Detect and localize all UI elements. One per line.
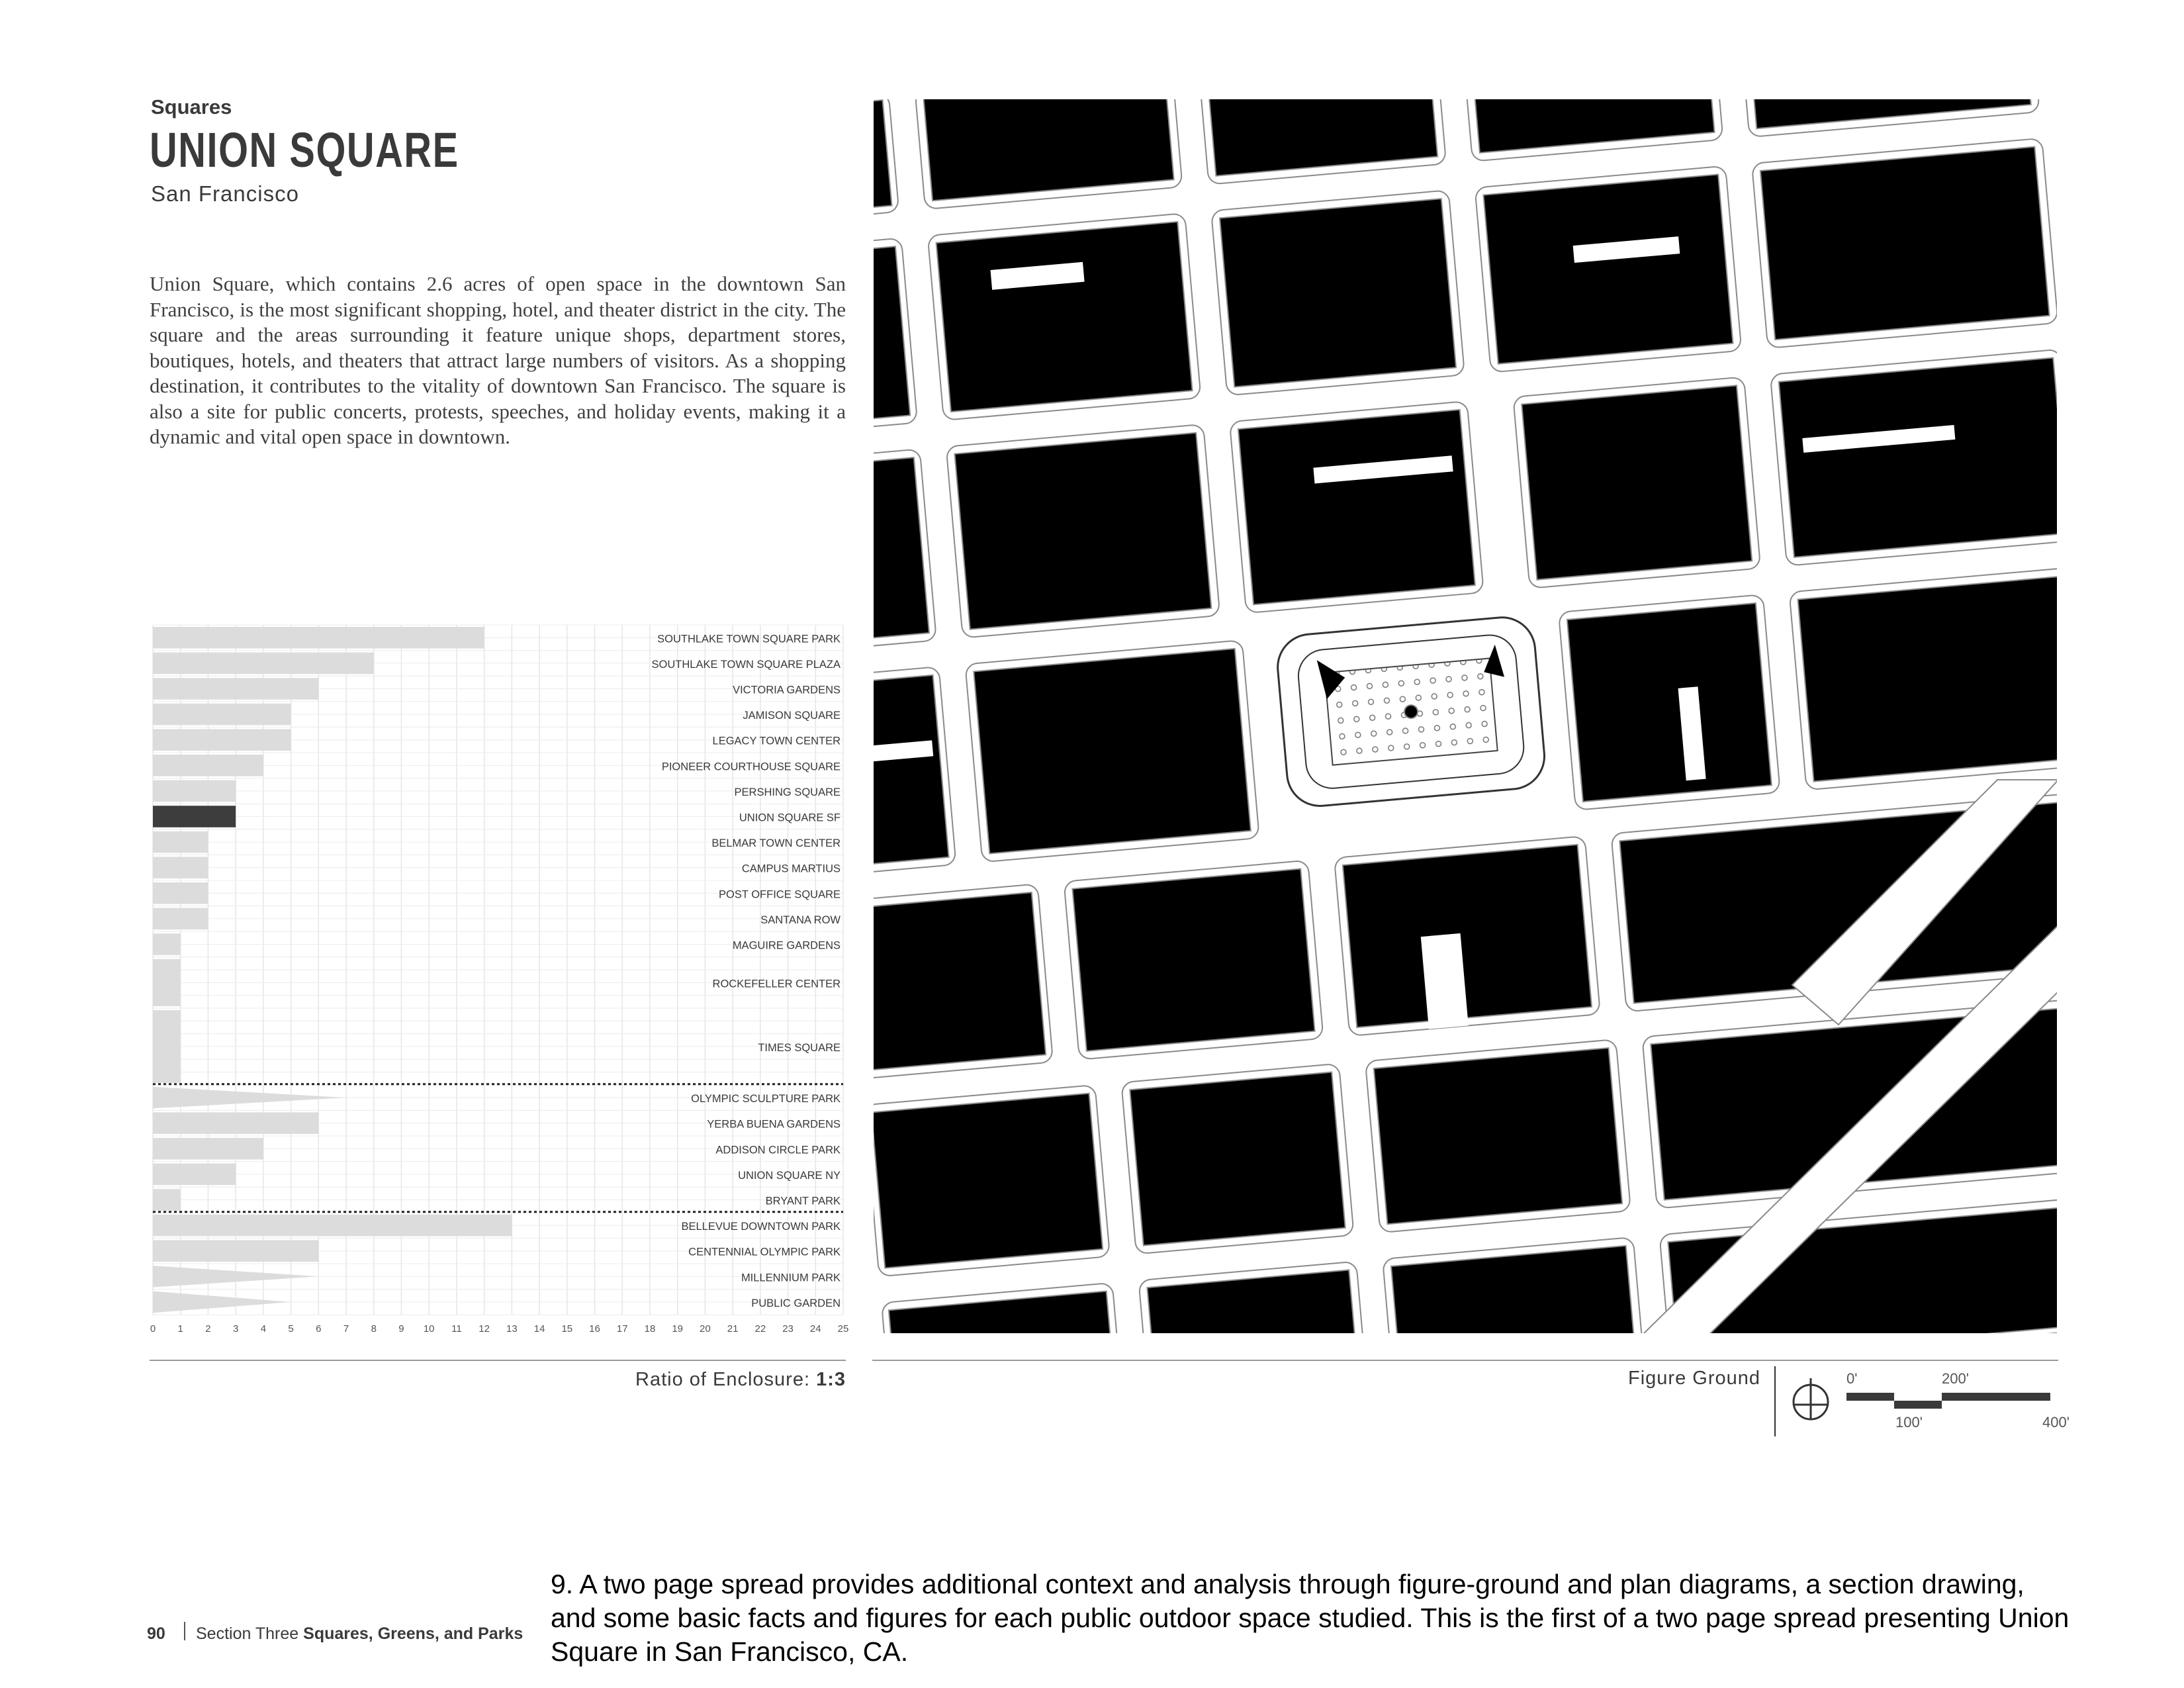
- bar: [153, 1291, 291, 1313]
- x-tick-label: 15: [561, 1323, 573, 1335]
- bar-label: SOUTHLAKE TOWN SQUARE PLAZA: [651, 658, 841, 671]
- union-square-plan: [1275, 615, 1547, 809]
- bar-label: VICTORIA GARDENS: [733, 684, 841, 696]
- bar: [153, 908, 208, 930]
- page-title: UNION SQUARE: [150, 122, 459, 177]
- bar-label: SANTANA ROW: [760, 914, 841, 926]
- north-arrow-icon: [1794, 1378, 1828, 1419]
- chart-rule: [150, 1360, 846, 1361]
- scale-label-400: 400': [2042, 1414, 2070, 1430]
- enclosure-ratio-chart: [150, 616, 864, 1344]
- bar: [153, 857, 208, 878]
- x-tick-label: 10: [423, 1323, 435, 1335]
- bar-label: JAMISON SQUARE: [743, 710, 841, 722]
- x-tick-label: 5: [288, 1323, 294, 1335]
- city-subtitle: San Francisco: [151, 181, 299, 206]
- bar: [153, 806, 236, 827]
- chart-caption: [596, 1369, 846, 1391]
- x-tick-label: 8: [371, 1323, 377, 1335]
- x-tick-label: 23: [782, 1323, 794, 1335]
- bar-label: PUBLIC GARDEN: [751, 1297, 841, 1309]
- bar: [153, 1240, 318, 1262]
- bar-label: PERSHING SQUARE: [734, 786, 841, 798]
- x-tick-label: 1: [177, 1323, 183, 1335]
- bar-label: UNION SQUARE SF: [739, 812, 841, 824]
- figure-ground-label: Figure Ground: [1628, 1368, 1760, 1389]
- bar-label: BRYANT PARK: [765, 1195, 841, 1207]
- bar: [153, 1138, 263, 1160]
- x-tick-label: 21: [727, 1323, 739, 1335]
- bar-label: MAGUIRE GARDENS: [732, 939, 841, 952]
- x-tick-label: 24: [809, 1323, 821, 1335]
- bar-label: BELMAR TOWN CENTER: [711, 837, 841, 850]
- bar: [153, 1112, 318, 1134]
- bar-label: ROCKEFELLER CENTER: [712, 978, 841, 990]
- bar-label: UNION SQUARE NY: [738, 1169, 841, 1182]
- page-number: 90: [147, 1624, 165, 1643]
- bar: [153, 780, 236, 802]
- x-tick-label: 25: [837, 1323, 849, 1335]
- x-tick-label: 2: [205, 1323, 211, 1335]
- x-tick-label: 11: [451, 1323, 462, 1335]
- x-tick-label: 6: [316, 1323, 322, 1335]
- footer-separator: [184, 1622, 185, 1640]
- bar: [153, 959, 181, 1006]
- x-tick-label: 13: [506, 1323, 518, 1335]
- x-tick-label: 14: [533, 1323, 545, 1335]
- scale-label-100: 100': [1895, 1414, 1923, 1430]
- bar: [153, 1164, 236, 1186]
- footer-section-title: Squares, Greens, and Parks: [303, 1624, 523, 1643]
- scale-segment-c: [1942, 1393, 2050, 1401]
- scale-segment-a: [1846, 1393, 1894, 1401]
- bar-label: ADDISON CIRCLE PARK: [715, 1144, 841, 1156]
- bar-label: POST OFFICE SQUARE: [719, 888, 841, 901]
- bar-label: LEGACY TOWN CENTER: [712, 735, 841, 747]
- bar-label: BELLEVUE DOWNTOWN PARK: [681, 1221, 841, 1233]
- bar-label: OLYMPIC SCULPTURE PARK: [691, 1093, 841, 1105]
- x-tick-label: 18: [644, 1323, 656, 1335]
- bar-label: PIONEER COURTHOUSE SQUARE: [661, 761, 841, 773]
- bar: [153, 1215, 512, 1237]
- bar-label: CENTENNIAL OLYMPIC PARK: [688, 1246, 841, 1258]
- bar-label: YERBA BUENA GARDENS: [707, 1118, 841, 1131]
- x-tick-label: 12: [478, 1323, 490, 1335]
- bar: [153, 755, 263, 776]
- x-tick-label: 20: [700, 1323, 711, 1335]
- figure-ground-map: [872, 98, 2058, 1335]
- bar: [153, 729, 291, 751]
- scale-bar: [1772, 1364, 2077, 1436]
- scale-label-0: 0': [1846, 1370, 1858, 1387]
- bar: [153, 882, 208, 904]
- bar-label: SOUTHLAKE TOWN SQUARE PARK: [657, 633, 841, 645]
- bar: [153, 653, 374, 675]
- bar: [153, 1189, 181, 1211]
- bar: [153, 704, 291, 726]
- bar: [153, 1010, 181, 1083]
- x-tick-label: 3: [232, 1323, 239, 1335]
- figure-caption: 9. A two page spread provides additional context and analysis through figure-ground and plan diagrams, a section drawing, and some basic facts and figures for each public outdoor space studied. This is the first of a two page spread presenting Union Square in San Francisco, CA.: [551, 1569, 2070, 1667]
- chart-caption-label: Ratio of Enclosure:: [635, 1369, 817, 1390]
- scale-segment-b: [1894, 1401, 1942, 1409]
- bar: [153, 1087, 346, 1109]
- intro-paragraph: Union Square, which contains 2.6 acres of open space in the downtown San Francisco, is the most significant shopping, hotel, and theater district in the city. The square and the areas surrounding it feature unique shops, department stores, boutiques, hotels, and theaters that attract large numbers of visitors. As a shopping destination, it contributes to the vitality of downtown San Francisco. The square is also a site for public concerts, protests, speeches, and holiday events, making it a dynamic and vital open space in downtown.: [150, 272, 846, 448]
- x-tick-label: 7: [343, 1323, 349, 1335]
- section-kicker: Squares: [151, 95, 232, 118]
- bar: [153, 933, 181, 955]
- x-tick-label: 4: [260, 1323, 267, 1335]
- bar: [153, 831, 208, 853]
- x-tick-label: 0: [150, 1323, 156, 1335]
- footer-section-prefix: Section Three: [196, 1624, 304, 1643]
- bar: [153, 678, 318, 700]
- bar-label: TIMES SQUARE: [758, 1041, 841, 1054]
- footer-section: [196, 1624, 523, 1644]
- x-tick-label: 16: [589, 1323, 600, 1335]
- scale-label-200: 200': [1942, 1370, 1969, 1387]
- bar-label: MILLENNIUM PARK: [741, 1272, 841, 1284]
- x-tick-label: 22: [754, 1323, 766, 1335]
- x-tick-label: 9: [398, 1323, 404, 1335]
- x-tick-label: 19: [672, 1323, 684, 1335]
- bar: [153, 627, 484, 649]
- x-tick-label: 17: [616, 1323, 628, 1335]
- bar-label: CAMPUS MARTIUS: [741, 863, 841, 875]
- map-rule: [872, 1360, 2058, 1361]
- chart-caption-value: 1:3: [816, 1369, 846, 1390]
